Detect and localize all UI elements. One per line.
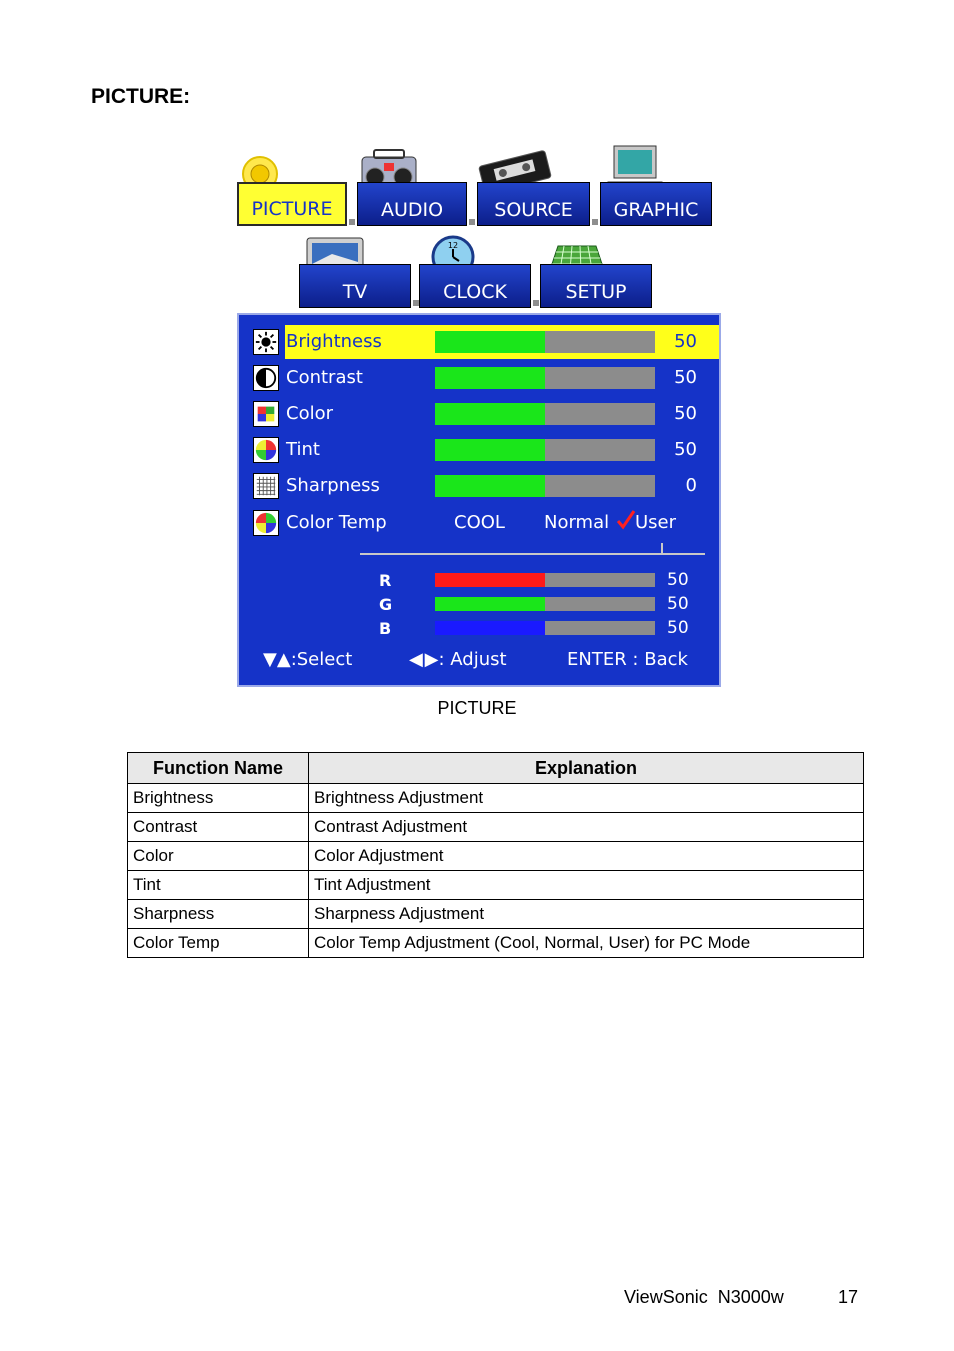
contrast-slider[interactable] [435,367,655,389]
slider-fill [435,597,545,611]
color-icon [253,401,279,427]
slider-fill [435,621,545,635]
up-triangle-icon: ▲ [276,649,291,670]
tab-source-label: SOURCE [494,199,573,221]
footer-brand [624,1287,784,1308]
tab-setup[interactable] [540,264,652,308]
table-cell: Tint Adjustment [309,871,864,900]
table-header: Explanation [309,753,864,784]
color-temp-option-user[interactable]: User [635,512,677,533]
tab-graphic-label: GRAPHIC [613,199,699,221]
slider-fill [435,573,545,587]
rgb-value-r: 50 [667,570,689,590]
checkmark-icon [617,510,635,530]
figure-caption: PICTURE [437,698,517,718]
tab-graphic[interactable] [600,182,712,226]
rgb-row-r[interactable] [239,569,719,591]
brightness-slider[interactable] [435,331,655,353]
tab-audio[interactable] [357,182,467,226]
back-hint: ENTER : Back [567,649,688,670]
tab-setup-label: SETUP [565,281,627,303]
table-row [128,900,864,929]
color-temp-option-cool[interactable]: COOL [454,512,505,533]
brightness-value: 50 [674,331,697,352]
osd-row-color[interactable] [251,397,705,431]
divider-tick [661,543,663,553]
table-row [128,784,864,813]
table-cell: Color Adjustment [309,842,864,871]
osd-row-color-temp[interactable] [251,506,705,540]
slider-fill [435,331,545,353]
tab-source[interactable] [477,182,590,226]
rgb-label-r: R [379,571,392,590]
table-cell: Tint [128,871,309,900]
color-value: 50 [674,403,697,424]
tab-connector [349,219,355,225]
section-title: PICTURE: [91,85,191,108]
table-header-row [128,753,864,784]
table-cell: Brightness Adjustment [309,784,864,813]
down-triangle-icon: ▼ [263,649,277,670]
osd-picture-panel [237,313,721,687]
tab-connector [469,219,475,225]
table-row [128,871,864,900]
osd-row-tint[interactable] [251,433,705,467]
sharpness-label: Sharpness [286,475,380,496]
tint-label: Tint [286,439,320,460]
g-slider[interactable] [435,597,655,611]
tab-clock[interactable] [419,264,531,308]
tint-value: 50 [674,439,697,460]
adjust-hint [409,649,507,670]
contrast-value: 50 [674,367,697,388]
brightness-icon [253,329,279,355]
rgb-row-b[interactable] [239,617,719,639]
b-slider[interactable] [435,621,655,635]
clock-numeral-12: 12 [447,241,459,250]
divider [360,553,705,555]
osd-row-brightness[interactable] [251,325,705,359]
table-cell: Contrast [128,813,309,842]
brightness-label: Brightness [286,331,382,352]
table-cell: Sharpness Adjustment [309,900,864,929]
rgb-label-b: B [379,619,392,638]
table-cell: Color [128,842,309,871]
rgb-row-g[interactable] [239,593,719,615]
footer-brand-text: ViewSonic N3000w [624,1287,784,1307]
sharpness-icon [253,473,279,499]
rgb-value-g: 50 [667,594,689,614]
r-slider[interactable] [435,573,655,587]
tint-icon [253,437,279,463]
sharpness-value: 0 [685,475,697,496]
tab-tv[interactable] [299,264,411,308]
tab-audio-label: AUDIO [380,199,444,221]
tab-connector [533,300,539,306]
osd-row-sharpness[interactable] [251,469,705,503]
color-label: Color [286,403,333,424]
select-hint [263,649,352,670]
table-row [128,929,864,958]
sharpness-slider[interactable] [435,475,655,497]
table-header: Function Name [128,753,309,784]
tab-clock-label: CLOCK [443,281,507,303]
slider-fill [435,403,545,425]
table-cell: Contrast Adjustment [309,813,864,842]
table-cell: Color Temp [128,929,309,958]
color-temp-option-normal[interactable]: Normal [544,512,610,533]
osd-row-contrast[interactable] [251,361,705,395]
tab-tv-label: TV [342,281,368,303]
rgb-label-g: G [379,595,393,614]
tab-connector [592,219,598,225]
function-table [127,752,864,958]
right-triangle-icon: ▶ [424,649,439,670]
tint-slider[interactable] [435,439,655,461]
table-cell: Sharpness [128,900,309,929]
color-temp-label: Color Temp [286,512,387,533]
slider-fill [435,475,545,497]
table-cell: Color Temp Adjustment (Cool, Normal, User) for PC Mode [309,929,864,958]
table-row [128,813,864,842]
tab-picture-label: PICTURE [251,198,333,220]
slider-fill [435,367,545,389]
slider-fill [435,439,545,461]
page-number: 17 [838,1287,859,1307]
contrast-label: Contrast [286,367,363,388]
tab-picture[interactable] [237,182,347,226]
rgb-value-b: 50 [667,618,689,638]
adjust-hint-label: : Adjust [438,649,507,670]
color-temp-icon [253,510,279,536]
contrast-icon [253,365,279,391]
table-row [128,842,864,871]
select-hint-label: :Select [290,649,353,670]
table-cell: Brightness [128,784,309,813]
left-triangle-icon: ◀ [409,649,423,670]
color-slider[interactable] [435,403,655,425]
